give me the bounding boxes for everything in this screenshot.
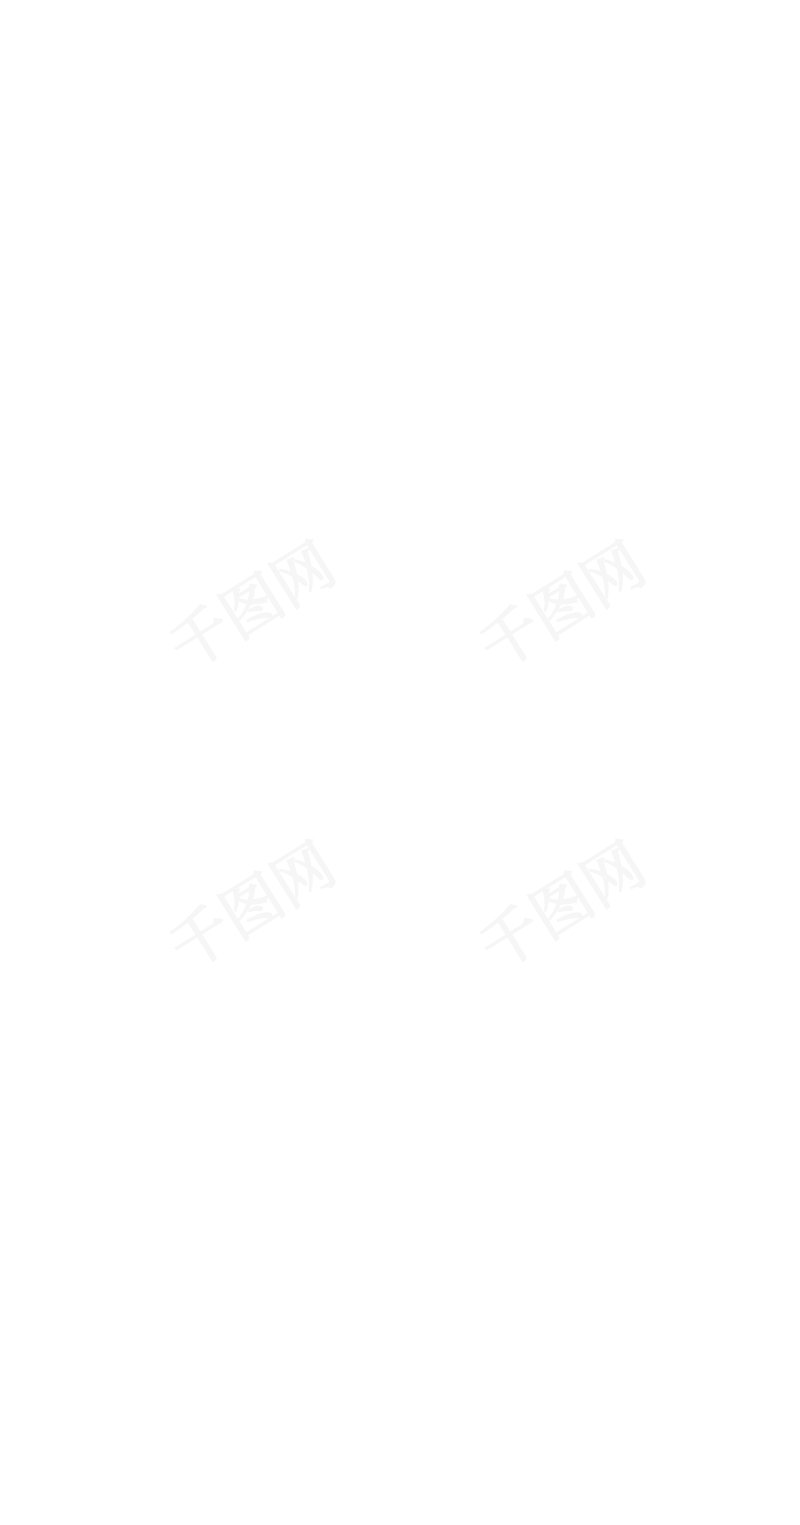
watermark xyxy=(461,519,659,687)
watermark xyxy=(151,819,349,987)
download-prompt-banner[interactable] xyxy=(0,1418,800,1459)
watermark xyxy=(151,519,349,687)
watermark xyxy=(461,819,659,987)
